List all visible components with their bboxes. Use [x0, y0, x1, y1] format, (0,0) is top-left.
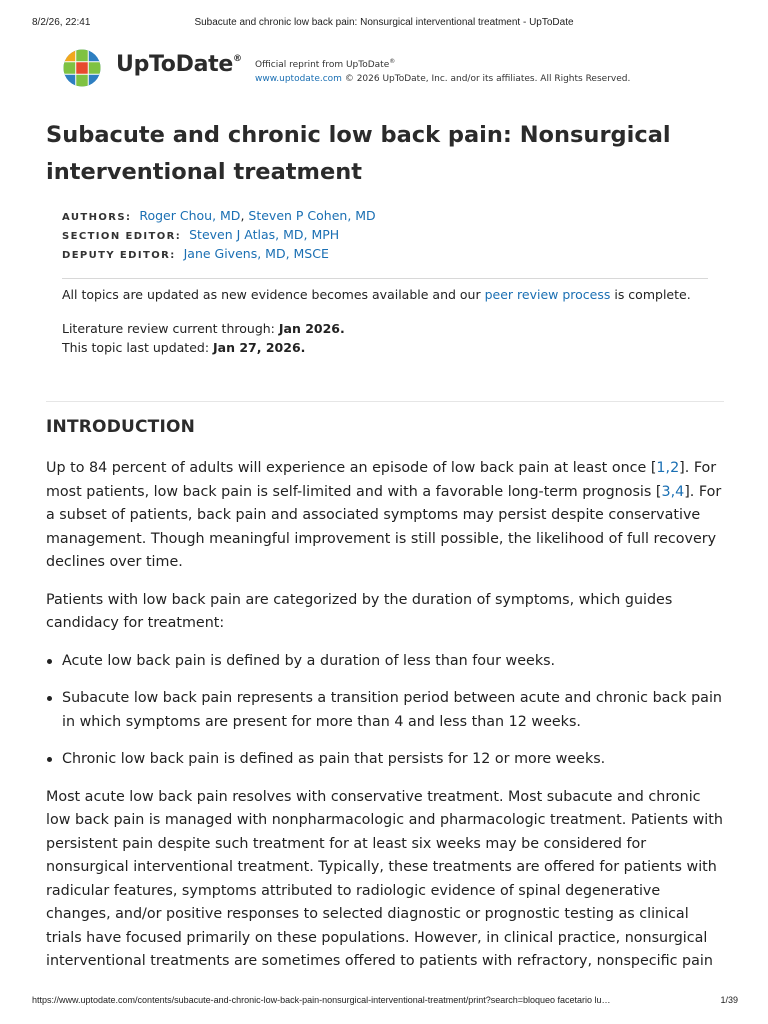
section-editor-row: SECTION EDITOR: Steven J Atlas, MD, MPH — [62, 227, 340, 242]
print-header — [0, 17, 768, 31]
bullet-icon — [47, 696, 52, 701]
section-editor-link[interactable]: Steven J Atlas, MD, MPH — [189, 227, 340, 242]
paragraph: Up to 84 percent of adults will experience an episode of low back pain at least once [1,2]. For most patients, low back pain is self-limited and with a favorable long-term prognosis [3,4]. For a subset of patients, back pain and associated symptoms may persist despite conservative management. Though meaningful improvement is still possible, the likelihood of full recovery declines over time. — [46, 460, 722, 570]
list-item: Chronic low back pain is defined as pain that persists for 12 or more weeks. — [46, 748, 726, 772]
article-title: Subacute and chronic low back pain: Nonsurgical interventional treatment — [46, 122, 671, 185]
update-policy-note: All topics are updated as new evidence becomes available and our peer review process is complete. — [62, 287, 691, 302]
author-link[interactable]: Roger Chou, MD — [139, 208, 241, 223]
section-heading-introduction: INTRODUCTION — [46, 417, 196, 437]
print-page-title: Subacute and chronic low back pain: Nonsurgical interventional treatment - UpToDate — [194, 17, 574, 28]
last-updated-date: This topic last updated: Jan 27, 2026. — [62, 340, 306, 355]
uptodate-logo-icon — [62, 48, 102, 88]
duration-list — [46, 650, 726, 772]
copyright-text: © 2026 UpToDate, Inc. and/or its affiliates. All Rights Reserved. — [344, 74, 631, 84]
print-footer — [0, 995, 768, 1009]
peer-review-link[interactable]: peer review process — [484, 287, 611, 302]
list-item: Subacute low back pain represents a transition period between acute and chronic back pain in which symptoms are present for more than 4 and less than 12 weeks. — [46, 687, 726, 734]
brand-name: UpToDate® — [116, 52, 242, 77]
introduction-body — [46, 457, 726, 988]
lit-review-date: Literature review current through: Jan 2026. — [62, 321, 345, 336]
list-item: Acute low back pain is defined by a duration of less than four weeks. — [46, 650, 726, 674]
print-url: https://www.uptodate.com/contents/subacute-and-chronic-low-back-pain-nonsurgical-interventional-treatment/print?search=bloqueo facetario lu… — [32, 995, 611, 1005]
paragraph: Most acute low back pain resolves with conservative treatment. Most subacute and chronic low back pain is managed with nonpharmacologic and pharmacologic treatment. Patients with persistent pain despite such treatment for at least six weeks may be considered for nonsurgical interventional treatment. Typically, these treatments are offered for patients with radicular features, symptoms attributed to radiologic evidence of spinal degenerative changes, and/or positive responses to selected diagnostic or prognostic testing as clinical trials have focused primarily on these populations. However, in clinical practice, nonsurgical interventional treatments are sometimes offered to patients with refractory, nonspecific pain — [46, 788, 723, 969]
reprint-notice: Official reprint from UpToDate® www.uptodate.com © 2026 UpToDate, Inc. and/or its affiliates. All Rights Reserved. — [255, 58, 631, 84]
article-credits — [62, 206, 712, 263]
review-dates — [62, 319, 345, 357]
divider — [46, 401, 724, 402]
bullet-icon — [47, 659, 52, 664]
print-timestamp: 8/2/26, 22:41 — [32, 17, 91, 28]
paragraph: Patients with low back pain are categorized by the duration of symptoms, which guides candidacy for treatment: — [46, 591, 673, 631]
page-number: 1/39 — [720, 995, 738, 1005]
reference-link[interactable]: 3,4 — [661, 483, 685, 500]
divider — [62, 278, 708, 279]
deputy-editor-link[interactable]: Jane Givens, MD, MSCE — [183, 246, 329, 261]
bullet-icon — [47, 757, 52, 762]
uptodate-site-link[interactable]: www.uptodate.com — [255, 74, 342, 84]
authors-row: AUTHORS: Roger Chou, MD, Steven P Cohen, MD — [62, 208, 376, 223]
reference-link[interactable]: 1,2 — [656, 460, 680, 476]
deputy-editor-row: DEPUTY EDITOR: Jane Givens, MD, MSCE — [62, 246, 329, 261]
author-link[interactable]: Steven P Cohen, MD — [248, 208, 376, 223]
